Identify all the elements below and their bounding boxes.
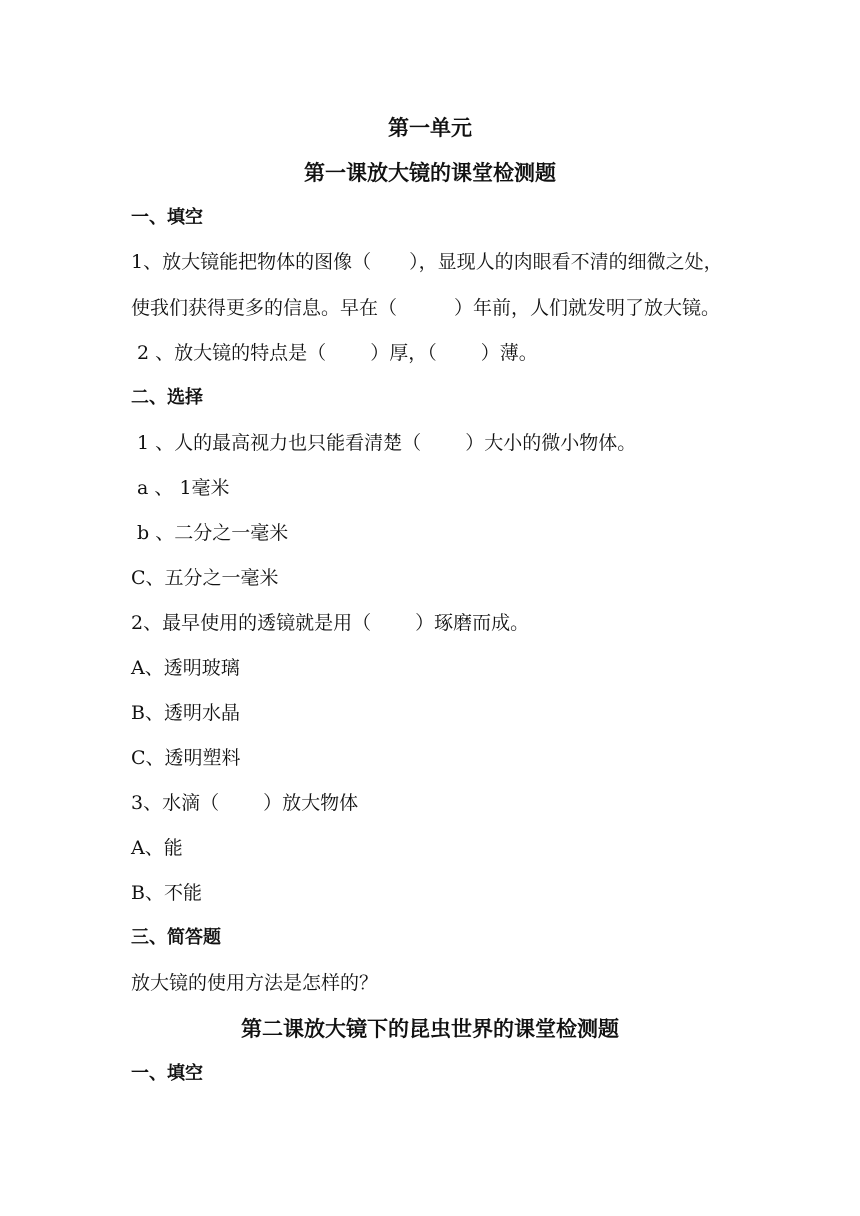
lesson2-title: 第二课放大镜下的昆虫世界的课堂检测题	[241, 1017, 619, 1041]
lesson1-short-answer-q1: 放大镜的使用方法是怎样的？	[131, 972, 379, 994]
lesson1-choice-q1-option-c: C、五分之一毫米	[131, 567, 279, 589]
lesson1-fill-q2: 2 、放大镜的特点是（ ）厚，（ ）薄。	[131, 342, 538, 364]
lesson1-title: 第一课放大镜的课堂检测题	[304, 161, 556, 185]
lesson1-choice-q1-option-a: a 、 1毫米	[131, 477, 230, 499]
lesson1-section2-heading: 二、选择	[131, 387, 203, 408]
lesson1-fill-q1-line1: 1、放大镜能把物体的图像（ ），显现人的肉眼看不清的细微之处，	[131, 251, 723, 273]
lesson1-choice-q1: 1 、人的最高视力也只能看清楚（ ）大小的微小物体。	[131, 432, 637, 454]
lesson1-choice-q2-option-c: C、透明塑料	[131, 747, 241, 769]
lesson1-choice-q3: 3、水滴（ ）放大物体	[131, 792, 359, 814]
lesson1-section3-heading: 三、简答题	[131, 927, 221, 948]
lesson1-fill-q1-line2: 使我们获得更多的信息。早在（ ）年前，人们就发明了放大镜。	[131, 297, 721, 319]
lesson1-choice-q2: 2、最早使用的透镜就是用（ ）琢磨而成。	[131, 612, 530, 634]
lesson1-choice-q2-option-b: B、透明水晶	[131, 702, 240, 724]
lesson1-choice-q3-option-b: B、不能	[131, 882, 202, 904]
lesson1-section1-heading: 一、填空	[131, 207, 203, 228]
lesson1-choice-q3-option-a: A、能	[131, 837, 183, 859]
unit-title: 第一单元	[388, 116, 472, 140]
lesson1-choice-q1-option-b: b 、二分之一毫米	[131, 522, 289, 544]
lesson2-section1-heading: 一、填空	[131, 1063, 203, 1084]
lesson1-choice-q2-option-a: A、透明玻璃	[131, 657, 240, 679]
